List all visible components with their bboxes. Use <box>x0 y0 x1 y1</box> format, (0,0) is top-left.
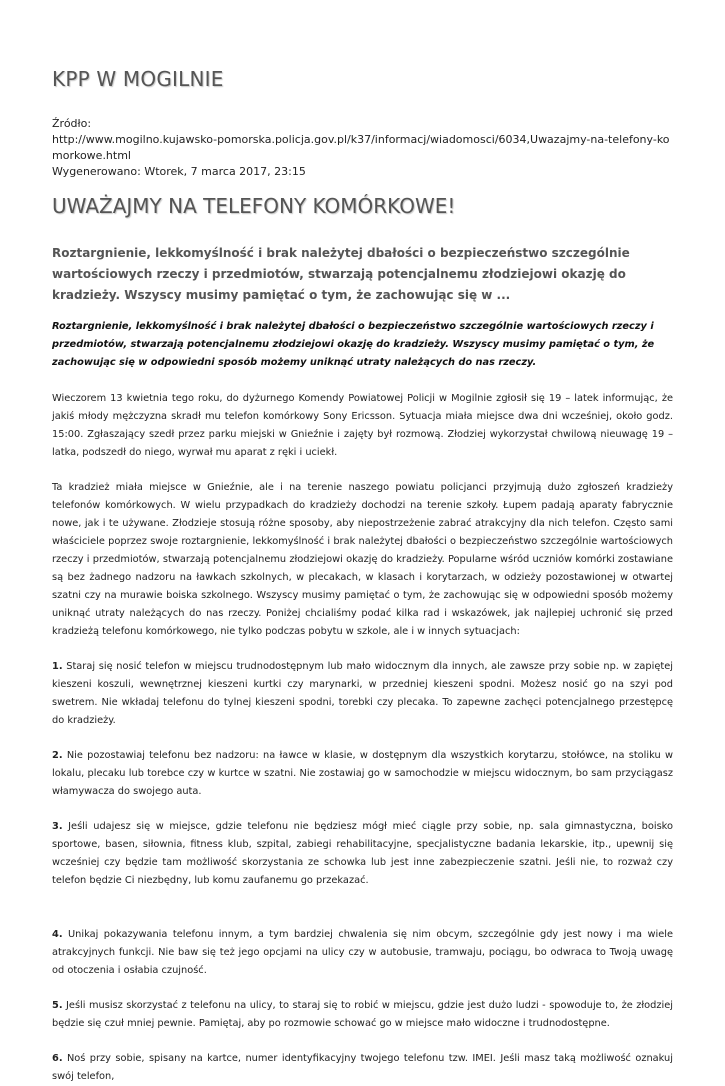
tip-item <box>52 997 673 1033</box>
tip-number: 4. <box>52 929 63 940</box>
article-title: UWAŻAJMY NA TELEFONY KOMÓRKOWE! <box>52 194 456 218</box>
tip-text: Unikaj pokazywania telefonu innym, a tym bardziej chwalenia się nim obcym, szczególnie gdy jest nowy i ma wiele atrakcyjnych funkcji. Nie baw się też jego opcjami na ulicy czy w autobusie, tramwaju, pociągu, bo odwraca to Twoją uwagę od otoczenia i osłabia czujność. <box>52 929 673 976</box>
article-intro: Roztargnienie, lekkomyślność i brak należytej dbałości o bezpieczeństwo szczególnie wartościowych rzeczy i przedmiotów, stwarzają potencjalnemu złodziejowi okazję do kradzieży. Wszyscy musimy pamiętać o tym, że zachowując się w odpowiedni sposób możemy uniknąć utraty należących do nas rzeczy. <box>52 321 655 368</box>
tip-number: 6. <box>52 1053 63 1064</box>
tip-item <box>52 818 673 890</box>
tip-number: 1. <box>52 661 63 672</box>
tip-text: Jeśli musisz skorzystać z telefonu na ulicy, to staraj się to robić w miejscu, gdzie jest dużo ludzi - spowoduje to, że złodziej będzie się czuł mniej pewnie. Pamiętaj, aby po rozmowie schować go w miejsce mało widoczne i trudnodostępne. <box>52 1000 673 1029</box>
paragraph-context: Ta kradzież miała miejsce w Gnieźnie, ale i na terenie naszego powiatu policjanci przyjmują dużo zgłoszeń kradzieży telefonów komórkowych. W wielu przypadkach do kradzieży dochodzi na terenie szkoły. Łupem padają aparaty fabrycznie nowe, jak i te używane. Złodzieje stosują różne sposoby, aby niepostrzeżenie zabrać atrakcyjny dla nich telefon. Często sami właściciele poprzez swoje roztargnienie, lekkomyślność i brak należytej dbałości o bezpieczeństwo szczególnie wartościowych rzeczy i przedmiotów, stwarzają potencjalnemu złodziejowi okazję do kradzieży. Popularne wśród uczniów komórki zostawiane są bez żadnego nadzoru na ławkach szkolnych, w plecakach, w klasach i korytarzach, w odzieży pozostawionej w otwartej szatni czy na murawie boiska szkolnego. Wszyscy musimy pamiętać o tym, że zachowując się w odpowiedni sposób możemy uniknąć utraty należących do nas rzeczy. Poniżej chcialiśmy podać kilka rad i wskazówek, jak najlepiej uchronić się przed kradzieżą telefonu komórkowego, nie tylko podczas pobytu w szkole, ale i w innych sytuacjach: <box>52 482 673 637</box>
paragraph-incident: Wieczorem 13 kwietnia tego roku, do dyżurnego Komendy Powiatowej Policji w Mogilnie zgłosił się 19 – latek informując, że jakiś młody mężczyzna skradł mu telefon komórkowy Sony Ericsson. Sytuacja miała miejsce dwa dni wcześniej, około godz. 15:00. Zgłaszający szedł przez parku miejski w Gnieźnie i zajęty był rozmową. Złodziej wykorzystał chwilową nieuwagę 19 – latka, podszedł do niego, wyrwał mu aparat z ręki i uciekł. <box>52 393 673 458</box>
tip-text: Staraj się nosić telefon w miejscu trudnodostępnym lub mało widocznym dla innych, ale zawsze przy sobie np. w zapiętej kieszeni koszuli, wewnętrznej kieszeni kurtki czy marynarki, w przedniej kieszeni spodni. Możesz nosić go na szyi pod swetrem. Nie wkładaj telefonu do tylnej kieszeni spodni, torebki czy plecaka. To zapewne zachęci potencjalnego przestępcę do kradzieży. <box>52 661 673 726</box>
tip-item <box>52 747 673 801</box>
tip-number: 2. <box>52 750 63 761</box>
tip-item <box>52 926 673 980</box>
generated-date: Wygenerowano: Wtorek, 7 marca 2017, 23:15 <box>52 165 306 178</box>
source-label: Źródło: <box>52 117 92 130</box>
source-info <box>52 116 673 180</box>
article-body <box>52 390 673 1086</box>
tip-number: 3. <box>52 821 63 832</box>
tip-number: 5. <box>52 1000 63 1011</box>
tip-item <box>52 1050 673 1086</box>
tip-text: Nie pozostawiaj telefonu bez nadzoru: na ławce w klasie, w dostępnym dla wszystkich korytarzu, stołówce, na stoliku w lokalu, plecaku lub torebce czy w kurtce w szatni. Nie zostawiaj go w samochodzie w miejscu widocznym, bo sam przyciągasz włamywacza do swojego auta. <box>52 750 673 797</box>
source-url: http://www.mogilno.kujawsko-pomorska.policja.gov.pl/k37/informacj/wiadomosci/6034,Uwazajmy-na-telefony-komorkowe.html <box>52 133 670 162</box>
tip-item <box>52 658 673 730</box>
site-title: KPP W MOGILNIE <box>52 67 224 91</box>
tip-text: Noś przy sobie, spisany na kartce, numer identyfikacyjny twojego telefonu tzw. IMEI. Jeśli masz taką możliwość oznakuj swój telefon, <box>52 1053 673 1082</box>
tip-text: Jeśli udajesz się w miejsce, gdzie telefonu nie będziesz mógł mieć ciągle przy sobie, np. sala gimnastyczna, boisko sportowe, basen, siłownia, fitness klub, szpital, zabiegi rehabilitacyjne, specjalistyczne badania lekarskie, itp., upewnij się wcześniej czy będzie tam możliwość skorzystania ze schowka lub jest inne zabezpieczenie szatni. Jeśli nie, to rozważ czy telefon będzie Ci niezbędny, lub komu zaufanemu go przekazać. <box>52 821 673 886</box>
article-lead: Roztargnienie, lekkomyślność i brak należytej dbałości o bezpieczeństwo szczególnie wartościowych rzeczy i przedmiotów, stwarzają potencjalnemu złodziejowi okazję do kradzieży. Wszyscy musimy pamiętać o tym, że zachowując się w ... <box>52 246 630 302</box>
